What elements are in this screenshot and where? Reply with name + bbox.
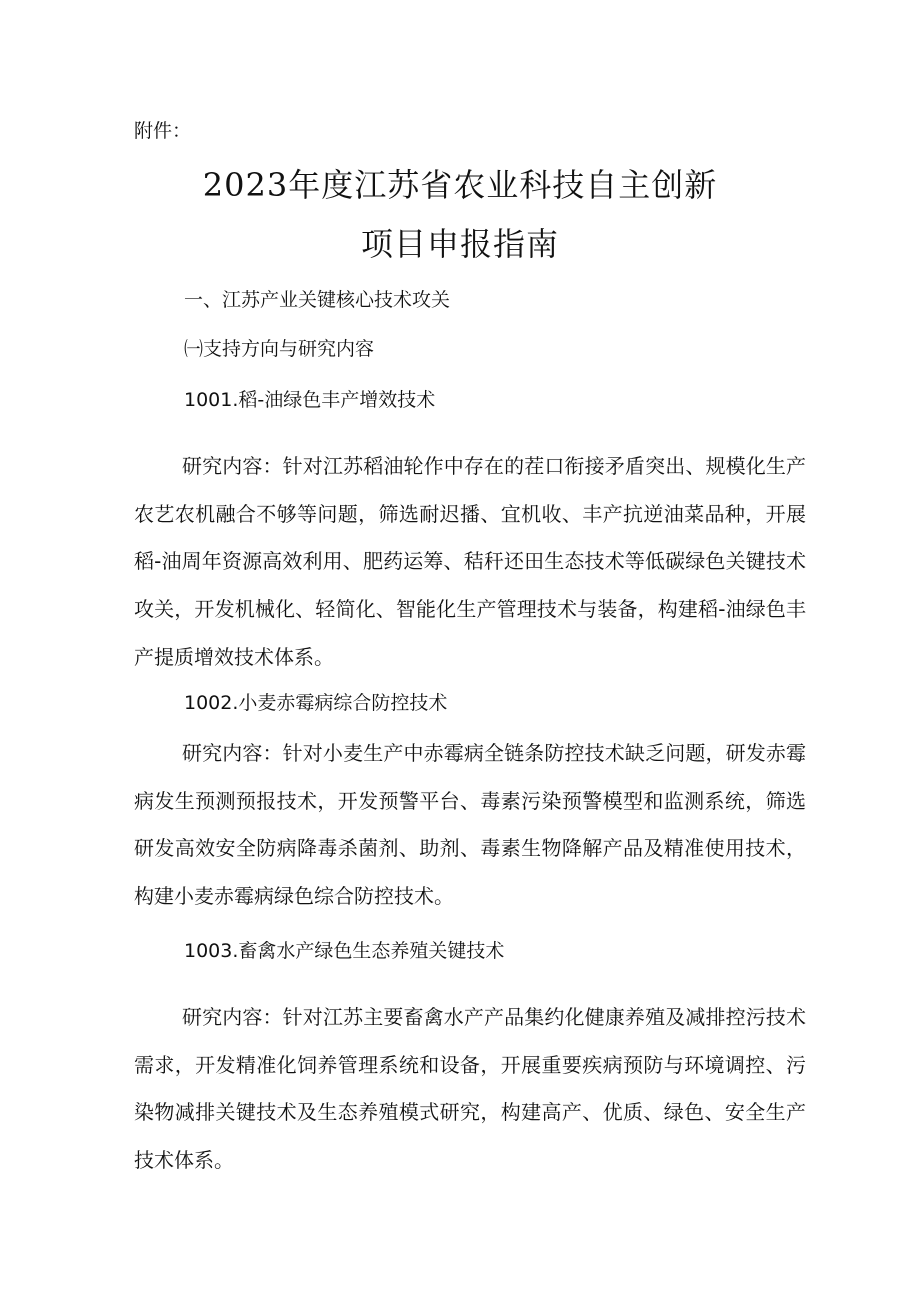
item-content-1003: 研究内容：针对江苏主要畜禽水产产品集约化健康养殖及减排控污技术需求，开发精准化饲养管理系统和设备，开展重要疾病预防与环境调控、污染物减排关键技术及生态养殖模式研究，构建高产、优质、绿色、安全生产技术体系。	[134, 1005, 806, 1173]
document-title-line-1: 2023年度江苏省农业科技自主创新	[202, 166, 718, 204]
subsection-heading: ㈠支持方向与研究内容	[184, 338, 375, 360]
attachment-label: 附件：	[134, 120, 192, 142]
document-title-line-2: 项目申报指南	[360, 225, 559, 263]
section-heading: 一、江苏产业关键核心技术攻关	[184, 289, 451, 311]
item-heading-1001: 1001.稻-油绿色丰产增效技术	[184, 389, 436, 411]
item-content-1002: 研究内容：针对小麦生产中赤霉病全链条防控技术缺乏问题，研发赤霉病发生预测预报技术，开发预警平台、毒素污染预警模型和监测系统，筛选研发高效安全防病降毒杀菌剂、助剂、毒素生物降解产品及精准使用技术，构建小麦赤霉病绿色综合防控技术。	[134, 741, 806, 909]
item-content-1001: 研究内容：针对江苏稻油轮作中存在的茬口衔接矛盾突出、规模化生产农艺农机融合不够等问题，筛选耐迟播、宜机收、丰产抗逆油菜品种，开展稻-油周年资源高效利用、肥药运筹、秸秆还田生态技术等低碳绿色关键技术攻关，开发机械化、轻简化、智能化生产管理技术与装备，构建稻-油绿色丰产提质增效技术体系。	[134, 454, 806, 669]
item-heading-1002: 1002.小麦赤霉病综合防控技术	[184, 692, 448, 714]
item-heading-1003: 1003.畜禽水产绿色生态养殖关键技术	[184, 940, 505, 962]
